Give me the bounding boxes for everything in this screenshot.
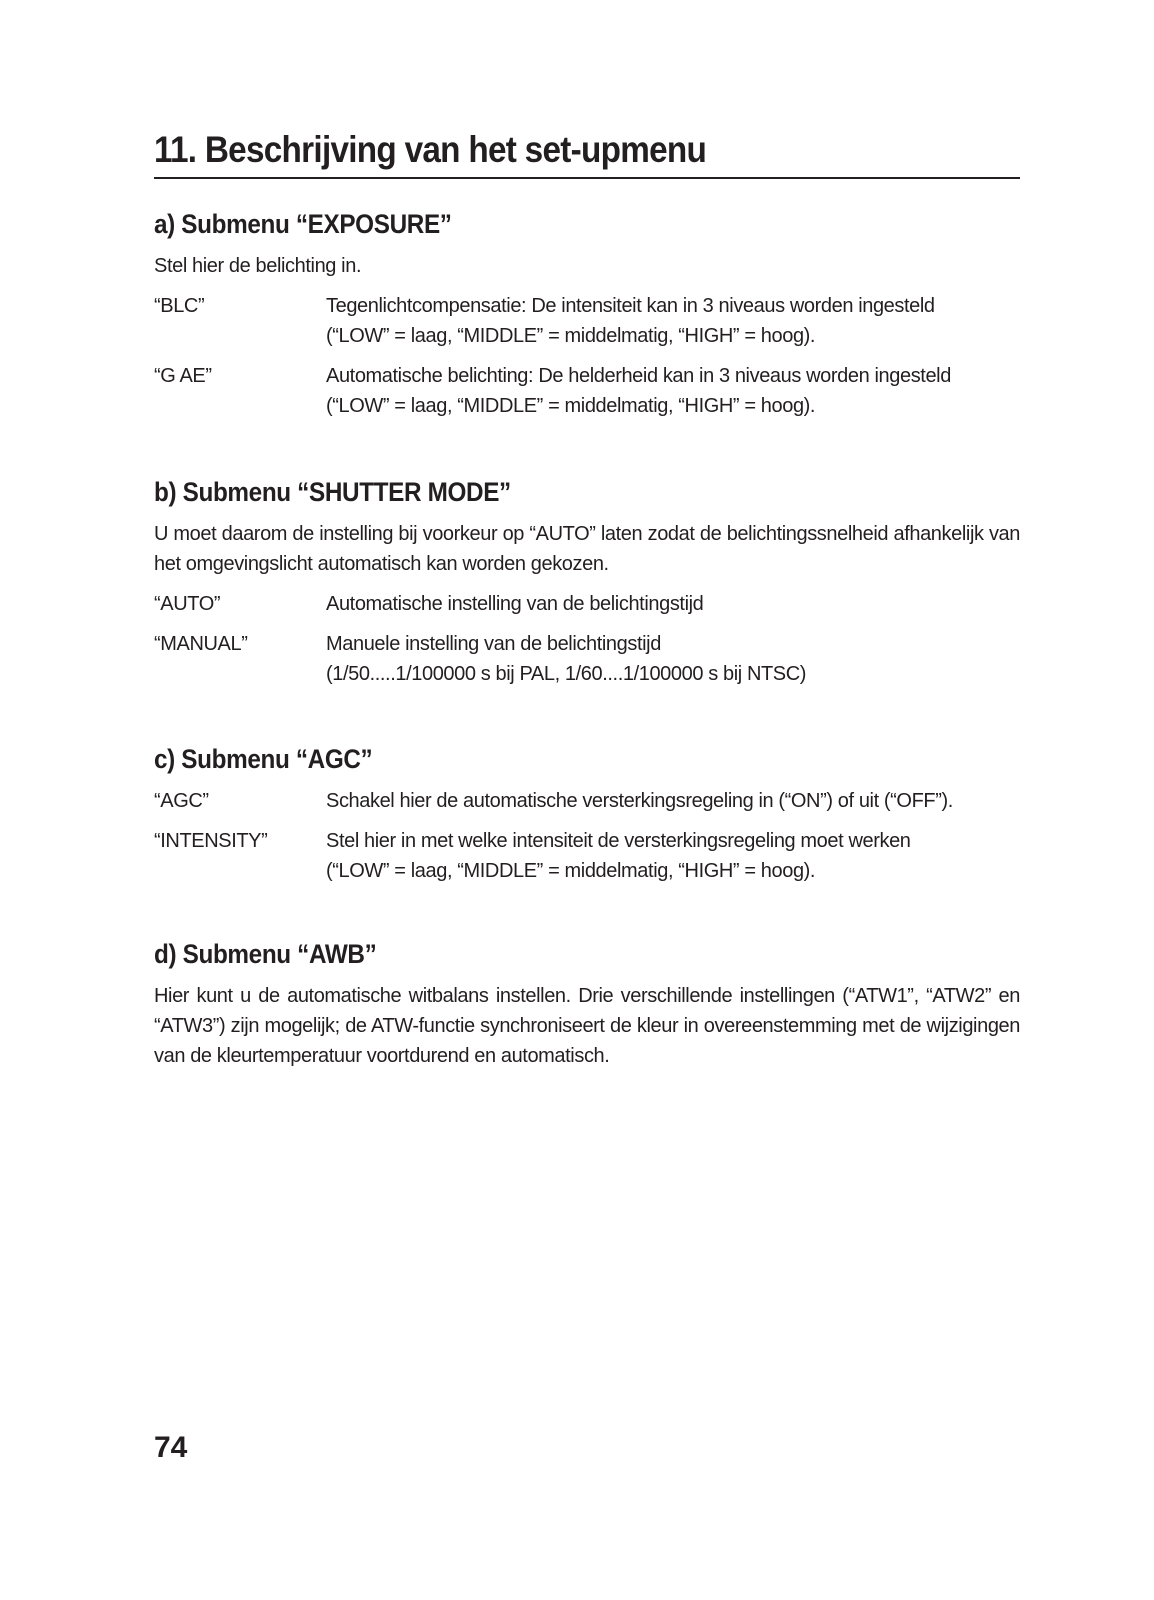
setting-description-line2: (1/50.....1/100000 s bij PAL, 1/60....1/100000 s bij NTSC) xyxy=(326,663,807,685)
setting-term: “INTENSITY” xyxy=(154,830,268,852)
section-intro-exposure: Stel hier de belichting in. xyxy=(154,255,362,277)
section-heading-exposure: a) Submenu “EXPOSURE” xyxy=(154,209,452,239)
setting-description-line2: (“LOW” = laag, “MIDDLE” = middelmatig, “HIGH” = hoog). xyxy=(326,860,816,882)
section-heading-awb: d) Submenu “AWB” xyxy=(154,939,377,969)
page-title: 11. Beschrijving van het set-upmenu xyxy=(154,129,707,170)
setting-description-line1: Automatische instelling van de belichtingstijd xyxy=(326,593,704,615)
setting-row-manual xyxy=(154,629,1020,689)
setting-row-blc xyxy=(154,291,1020,351)
setting-description-line2: (“LOW” = laag, “MIDDLE” = middelmatig, “HIGH” = hoog). xyxy=(326,395,816,417)
setting-description xyxy=(326,786,1020,816)
setting-description xyxy=(326,361,1020,421)
section-exposure xyxy=(154,207,1020,431)
setting-term: “BLC” xyxy=(154,295,205,317)
section-intro-awb: Hier kunt u de automatische witbalans instellen. Drie verschillende instellingen (“ATW1”, “ATW2” en “ATW3”) zijn mogelijk; de ATW-functie synchroniseert de kleur in overeenstemming met de wijzigingen van de kleurtemperatuur voortdurend en automatisch. xyxy=(154,985,1020,1067)
setting-description xyxy=(326,291,1020,351)
section-agc xyxy=(154,742,1020,896)
setting-description xyxy=(326,826,1020,886)
setting-term: “AUTO” xyxy=(154,593,221,615)
section-intro-shutter-mode: U moet daarom de instelling bij voorkeur op “AUTO” laten zodat de belichtingssnelheid afhankelijk van het omgevingslicht automatisch kan worden gekozen. xyxy=(154,523,1020,575)
setting-description xyxy=(326,629,1020,689)
setting-term: “AGC” xyxy=(154,790,209,812)
setting-description-line1: Tegenlichtcompensatie: De intensiteit kan in 3 niveaus worden ingesteld xyxy=(326,295,935,317)
setting-description xyxy=(326,589,1020,619)
section-heading-shutter-mode: b) Submenu “SHUTTER MODE” xyxy=(154,477,511,507)
section-heading-agc: c) Submenu “AGC” xyxy=(154,744,373,774)
setting-description-line2: (“LOW” = laag, “MIDDLE” = middelmatig, “HIGH” = hoog). xyxy=(326,325,816,347)
page-number: 74 xyxy=(154,1431,188,1464)
setting-term: “MANUAL” xyxy=(154,633,248,655)
setting-description-line1: Manuele instelling van de belichtingstijd xyxy=(326,633,661,655)
title-divider xyxy=(154,177,1020,179)
section-awb xyxy=(154,937,1020,1081)
setting-description-line1: Automatische belichting: De helderheid kan in 3 niveaus worden ingesteld xyxy=(326,365,951,387)
setting-row-gae xyxy=(154,361,1020,421)
setting-row-agc xyxy=(154,786,1020,816)
section-shutter-mode xyxy=(154,475,1020,699)
setting-row-auto xyxy=(154,589,1020,619)
setting-term: “G AE” xyxy=(154,365,212,387)
setting-description-line1: Schakel hier de automatische versterkingsregeling in (“ON”) of uit (“OFF”). xyxy=(326,790,953,812)
setting-row-intensity xyxy=(154,826,1020,886)
setting-description-line1: Stel hier in met welke intensiteit de versterkingsregeling moet werken xyxy=(326,830,911,852)
